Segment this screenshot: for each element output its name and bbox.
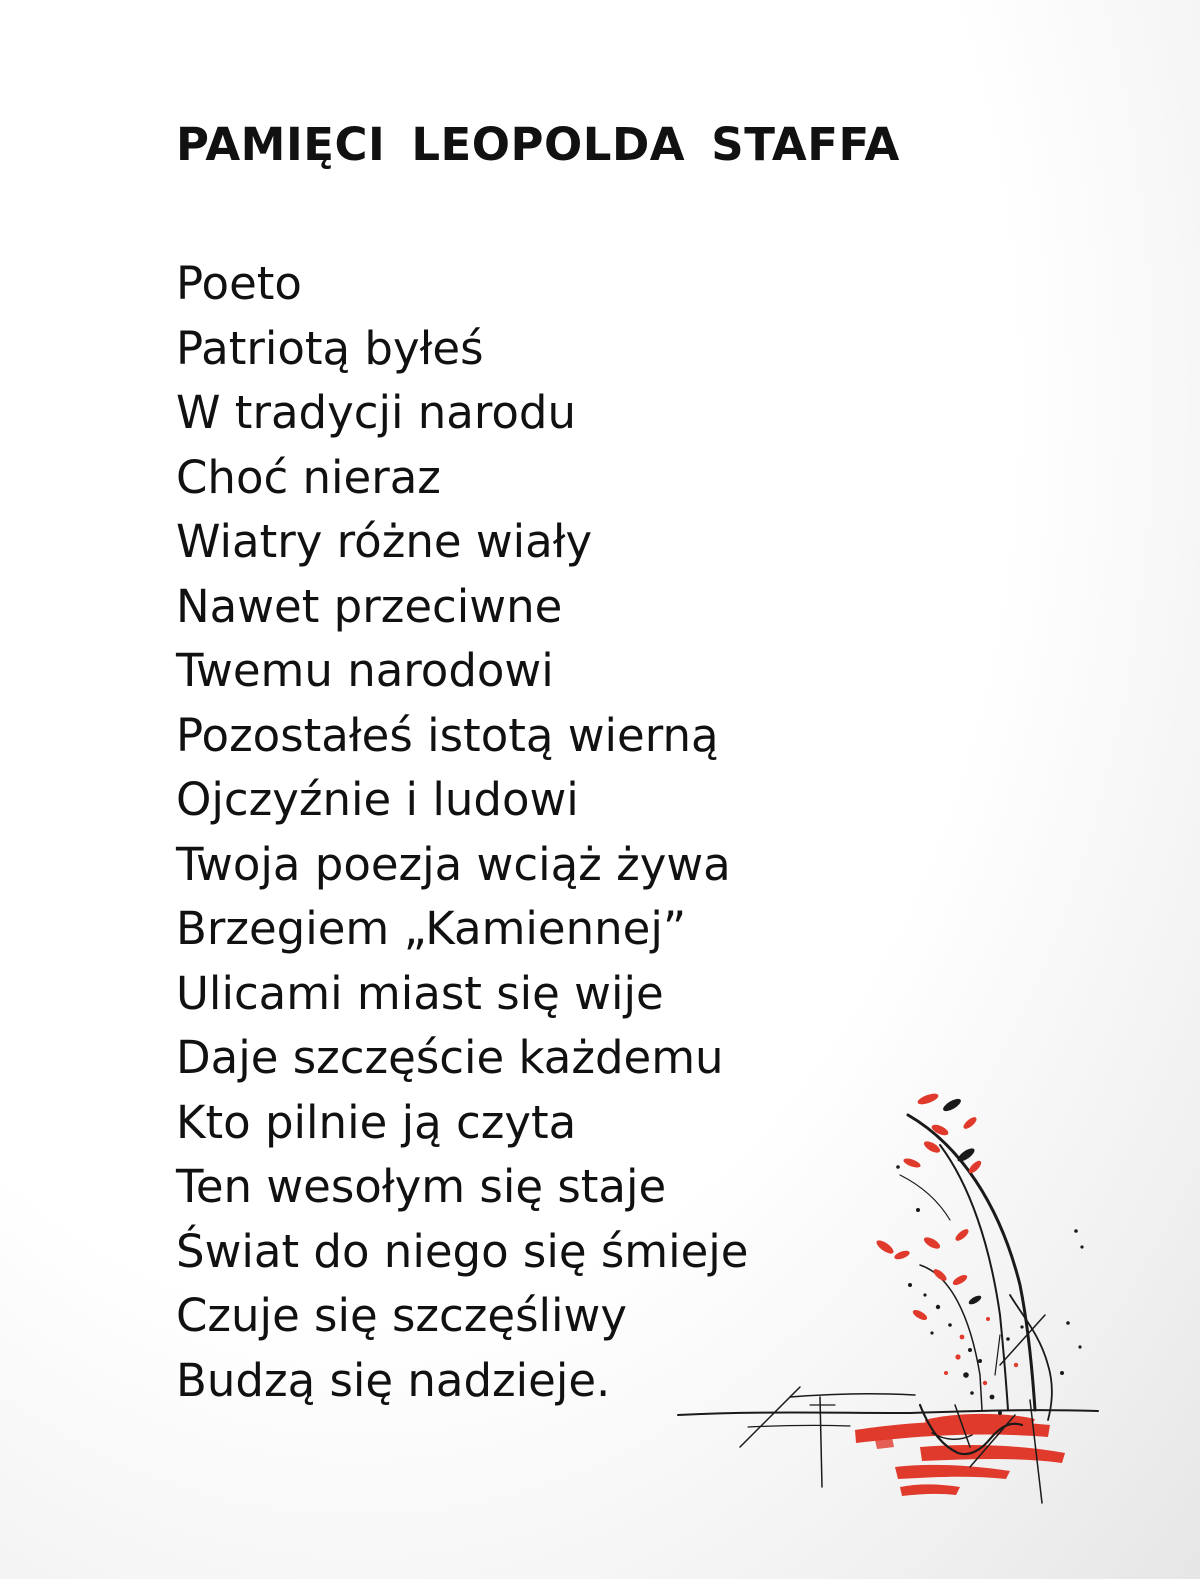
poem-line: Kto pilnie ją czyta bbox=[176, 1095, 577, 1149]
poem-line: Poeto bbox=[176, 257, 302, 310]
plant-stems bbox=[900, 1115, 1052, 1420]
poem-line: Choć nieraz bbox=[176, 450, 441, 504]
poem-line: Ten wesołym się staje bbox=[176, 1160, 667, 1213]
poem-line: Ulicami miast się wije bbox=[176, 966, 664, 1020]
poem-line: Budzą się nadzieje. bbox=[176, 1353, 611, 1407]
poem-line: Świat do niego się śmieje bbox=[176, 1224, 749, 1278]
poem-title: PAMIĘCI LEOPOLDA STAFFA bbox=[176, 118, 900, 171]
poem-line: Nawet przeciwne bbox=[176, 579, 563, 633]
poem-line: Ojczyźnie i ludowi bbox=[176, 773, 579, 826]
poem-line: Czuje się szczęśliwy bbox=[176, 1289, 627, 1342]
poem-line: Twemu narodowi bbox=[176, 644, 554, 697]
poem-line: Pozostałeś istotą wierną bbox=[176, 708, 719, 762]
plant-sketch-illustration bbox=[670, 1075, 1110, 1515]
poem-line: Wiatry różne wiały bbox=[176, 515, 593, 568]
poem-line: Twoja poezja wciąż żywa bbox=[176, 837, 731, 891]
poem-line: Brzegiem „Kamiennej” bbox=[176, 902, 687, 955]
poem-line: W tradycji narodu bbox=[176, 386, 576, 439]
poem-body bbox=[176, 252, 749, 1413]
plant-leaves bbox=[875, 1091, 984, 1322]
poem-line: Patriotą byłeś bbox=[176, 321, 484, 375]
poem-line: Daje szczęście każdemu bbox=[176, 1031, 724, 1084]
